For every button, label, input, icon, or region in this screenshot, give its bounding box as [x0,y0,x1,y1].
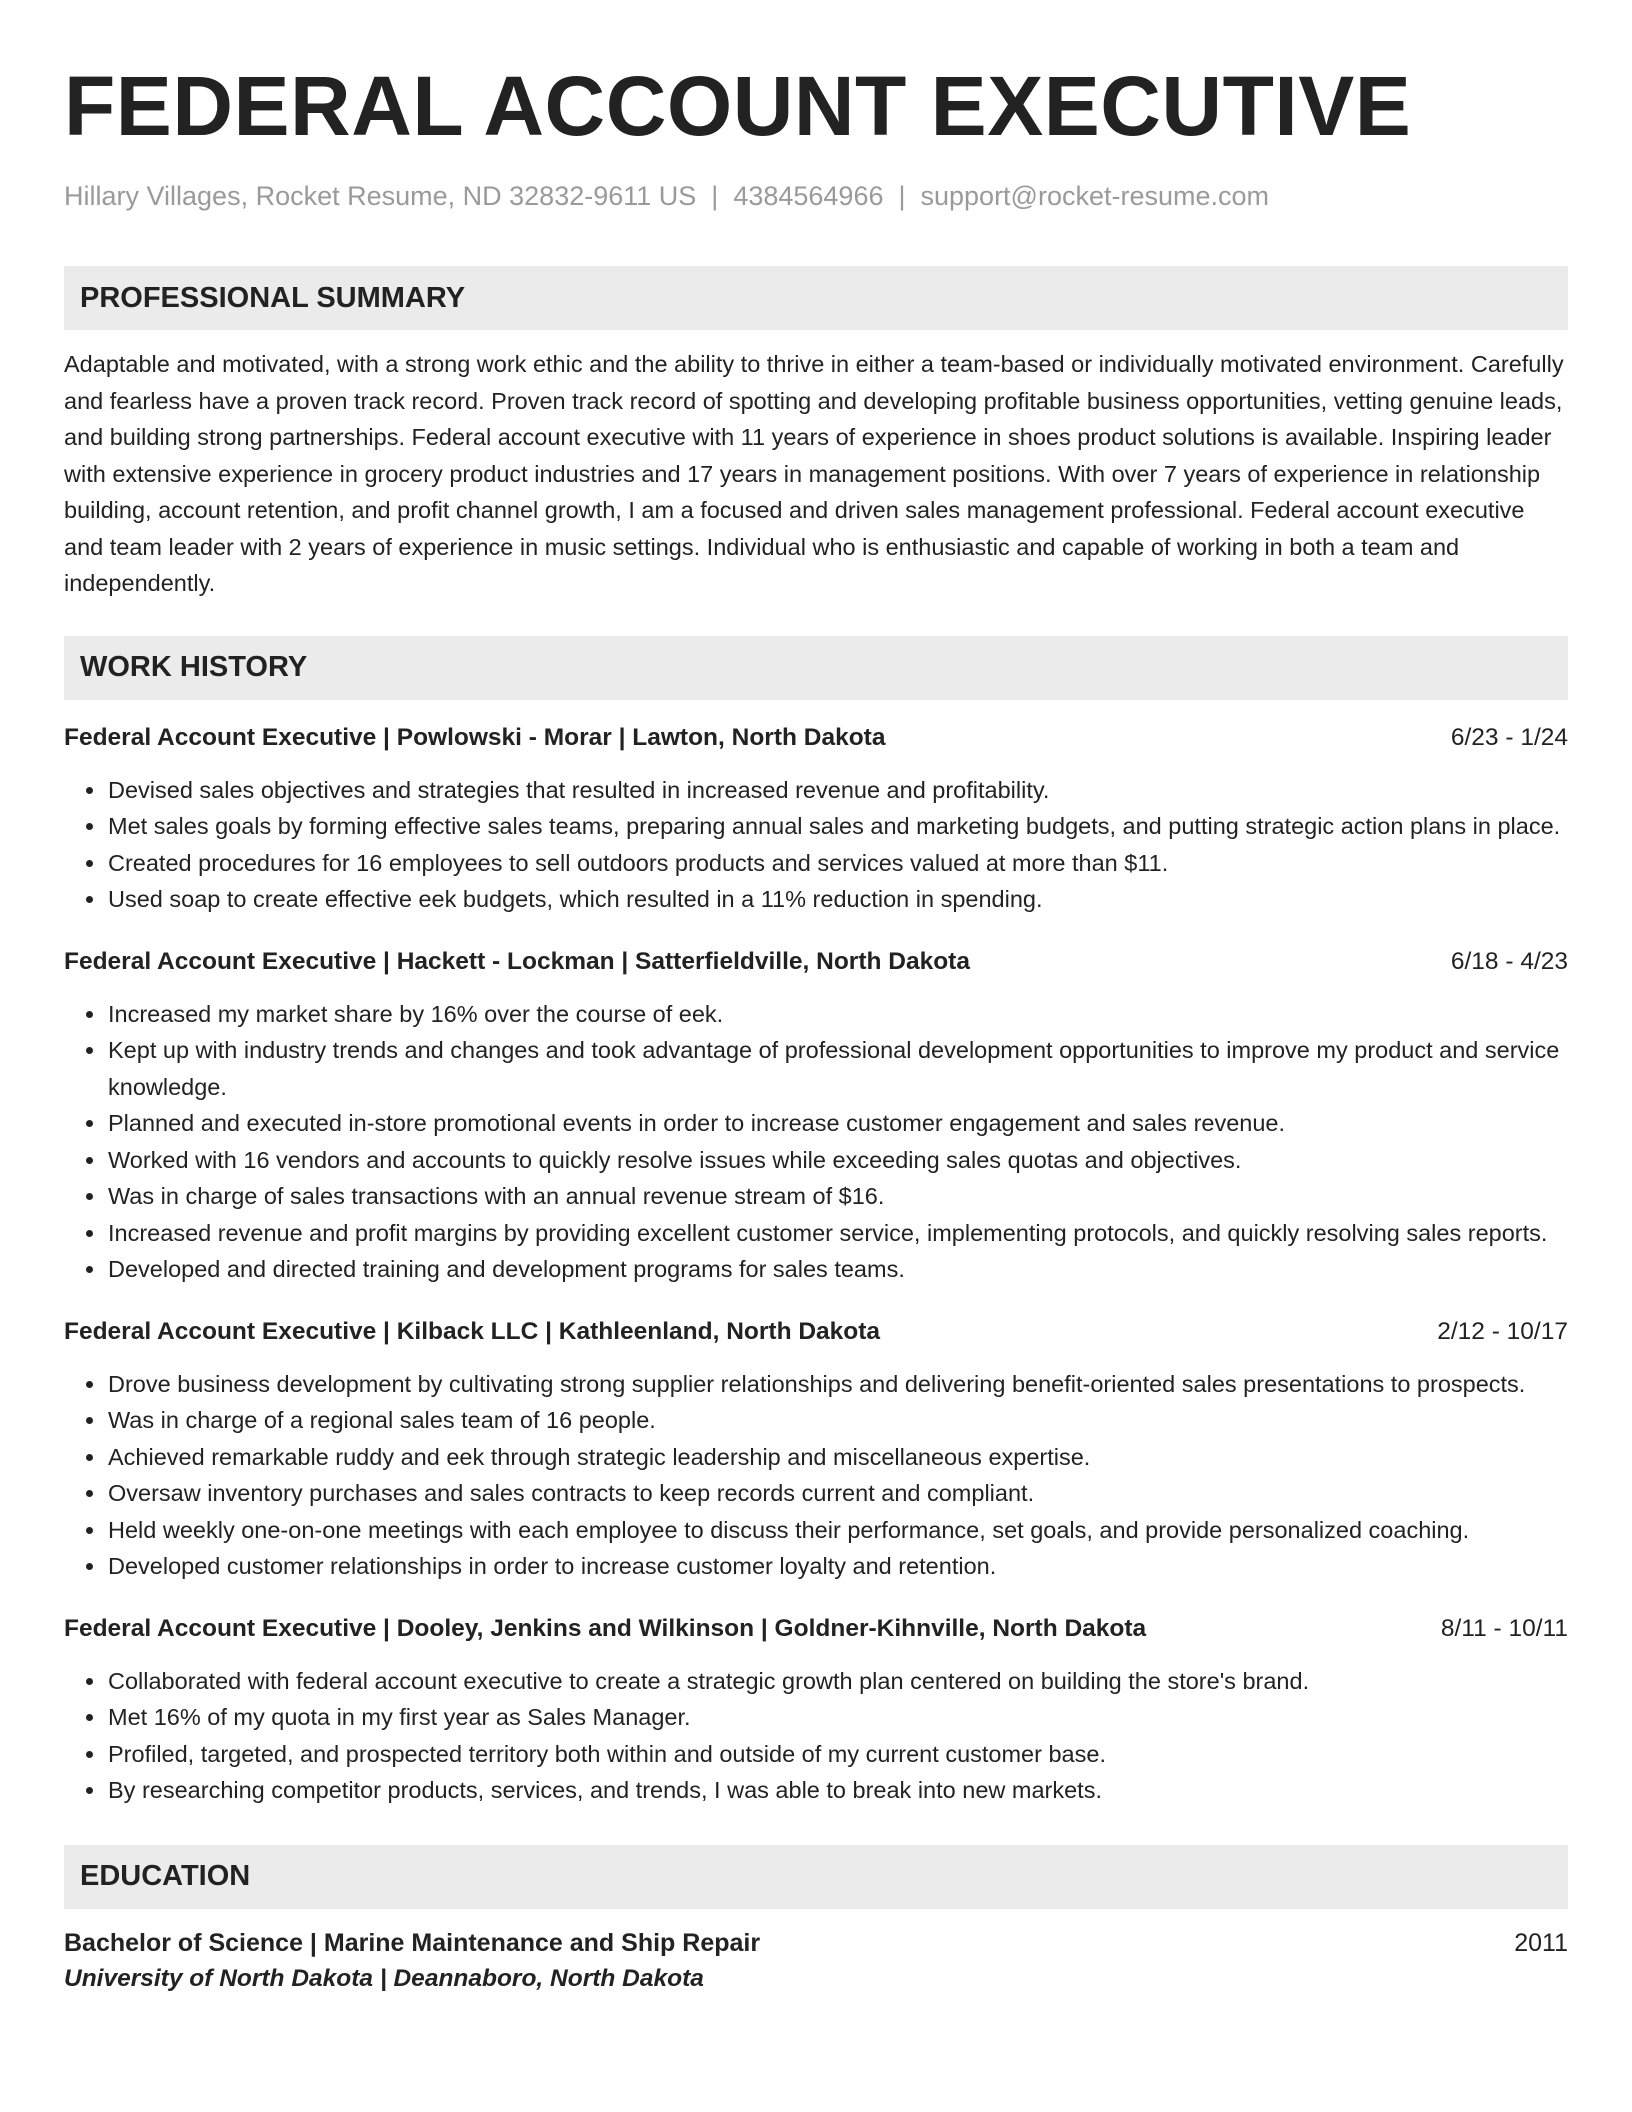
job-bullet: • Devised sales objectives and strategies that resulted in increased revenue and profitability. [107,772,1568,809]
contact-separator: | [898,181,906,211]
education-year: 2011 [1514,1928,1568,1957]
job-bullet: • Drove business development by cultivating strong supplier relationships and delivering benefit-oriented sales presentations to prospects. [107,1366,1568,1403]
job-bullet: • Achieved remarkable ruddy and eek through strategic leadership and miscellaneous expertise. [107,1439,1568,1476]
job-bullet: • Was in charge of a regional sales team of 16 people. [107,1402,1568,1439]
job-header [64,1314,1568,1350]
job-bullet: • Created procedures for 16 employees to sell outdoors products and services valued at more than $11. [107,845,1568,882]
job-title: Federal Account Executive | Powlowski - Morar | Lawton, North Dakota [64,723,886,751]
contact-address: Hillary Villages, Rocket Resume, ND 32832-9611 US [64,181,697,211]
section-heading-work-history: WORK HISTORY [64,636,1568,700]
section-heading-education: EDUCATION [64,1845,1568,1909]
job-header [64,944,1568,980]
job-bullet: • Worked with 16 vendors and accounts to quickly resolve issues while exceeding sales quotas and objectives. [107,1142,1568,1179]
education-header [64,1925,1568,1961]
job-entry [64,1611,1568,1809]
job-title: Federal Account Executive | Kilback LLC | Kathleenland, North Dakota [64,1317,881,1345]
job-title: Federal Account Executive | Hackett - Lockman | Satterfieldville, North Dakota [64,947,970,975]
contact-separator: | [711,181,719,211]
job-bullet: • Met sales goals by forming effective sales teams, preparing annual sales and marketing budgets, and putting strategic action plans in place. [107,808,1568,845]
job-entry [64,720,1568,918]
job-bullet: • Kept up with industry trends and changes and took advantage of professional development opportunities to improve my product and service knowledge. [107,1032,1568,1105]
job-bullet: • Increased revenue and profit margins by providing excellent customer service, implementing protocols, and quickly resolving sales reports. [107,1215,1568,1252]
job-bullet: • Profiled, targeted, and prospected territory both within and outside of my current customer base. [107,1736,1568,1773]
job-bullet: • Met 16% of my quota in my first year as Sales Manager. [107,1699,1568,1736]
job-header [64,720,1568,756]
job-dates: 6/23 - 1/24 [1450,723,1568,751]
job-bullet: • Increased my market share by 16% over the course of eek. [107,996,1568,1033]
job-bullets [64,1366,1568,1585]
contact-line [64,178,1568,214]
job-bullets [64,1663,1568,1809]
job-title: Federal Account Executive | Dooley, Jenkins and Wilkinson | Goldner-Kihnville, North Dakota [64,1614,1147,1642]
job-dates: 8/11 - 10/11 [1440,1614,1568,1642]
contact-email: support@rocket-resume.com [920,181,1270,211]
contact-phone: 4384564966 [733,181,884,211]
job-entry [64,1314,1568,1585]
education-entry [64,1925,1568,1997]
candidate-title: FEDERAL ACCOUNT EXECUTIVE [64,59,1412,153]
job-dates: 2/12 - 10/17 [1437,1317,1568,1345]
job-bullet: • Developed customer relationships in order to increase customer loyalty and retention. [107,1548,1568,1585]
job-bullet: • Oversaw inventory purchases and sales contracts to keep records current and compliant. [107,1475,1568,1512]
job-dates: 6/18 - 4/23 [1450,947,1568,975]
job-header [64,1611,1568,1647]
job-bullet: • Held weekly one-on-one meetings with each employee to discuss their performance, set goals, and provide personalized coaching. [107,1512,1568,1549]
section-heading-summary: PROFESSIONAL SUMMARY [64,266,1568,330]
education-school: University of North Dakota | Deannaboro, North Dakota [64,1964,704,1992]
job-bullet: • Collaborated with federal account executive to create a strategic growth plan centered on building the store's brand. [107,1663,1568,1700]
summary-text: Adaptable and motivated, with a strong work ethic and the ability to thrive in either a team-based or individually motivated environment. Carefully and fearless have a proven track record. Proven track record of spotting and developing profitable business opportunities, vetting genuine leads, and building strong partnerships. Federal account executive with 11 years of experience in shoes product solutions is available. Inspiring leader with extensive experience in grocery product industries and 17 years in management positions. With over 7 years of experience in relationship building, account retention, and profit channel growth, I am a focused and driven sales management professional. Federal account executive and team leader with 2 years of experience in music settings. Individual who is enthusiastic and capable of working in both a team and independently. [64,351,1564,596]
job-bullet: • By researching competitor products, services, and trends, I was able to break into new markets. [107,1772,1568,1809]
job-bullet: • Used soap to create effective eek budgets, which resulted in a 11% reduction in spending. [107,881,1568,918]
job-bullet: • Was in charge of sales transactions with an annual revenue stream of $16. [107,1178,1568,1215]
job-entry [64,944,1568,1288]
education-degree: Bachelor of Science | Marine Maintenance and Ship Repair [64,1928,761,1957]
job-bullet: • Developed and directed training and development programs for sales teams. [107,1251,1568,1288]
job-bullets [64,996,1568,1288]
job-bullet: • Planned and executed in-store promotional events in order to increase customer engagement and sales revenue. [107,1105,1568,1142]
job-bullets [64,772,1568,918]
